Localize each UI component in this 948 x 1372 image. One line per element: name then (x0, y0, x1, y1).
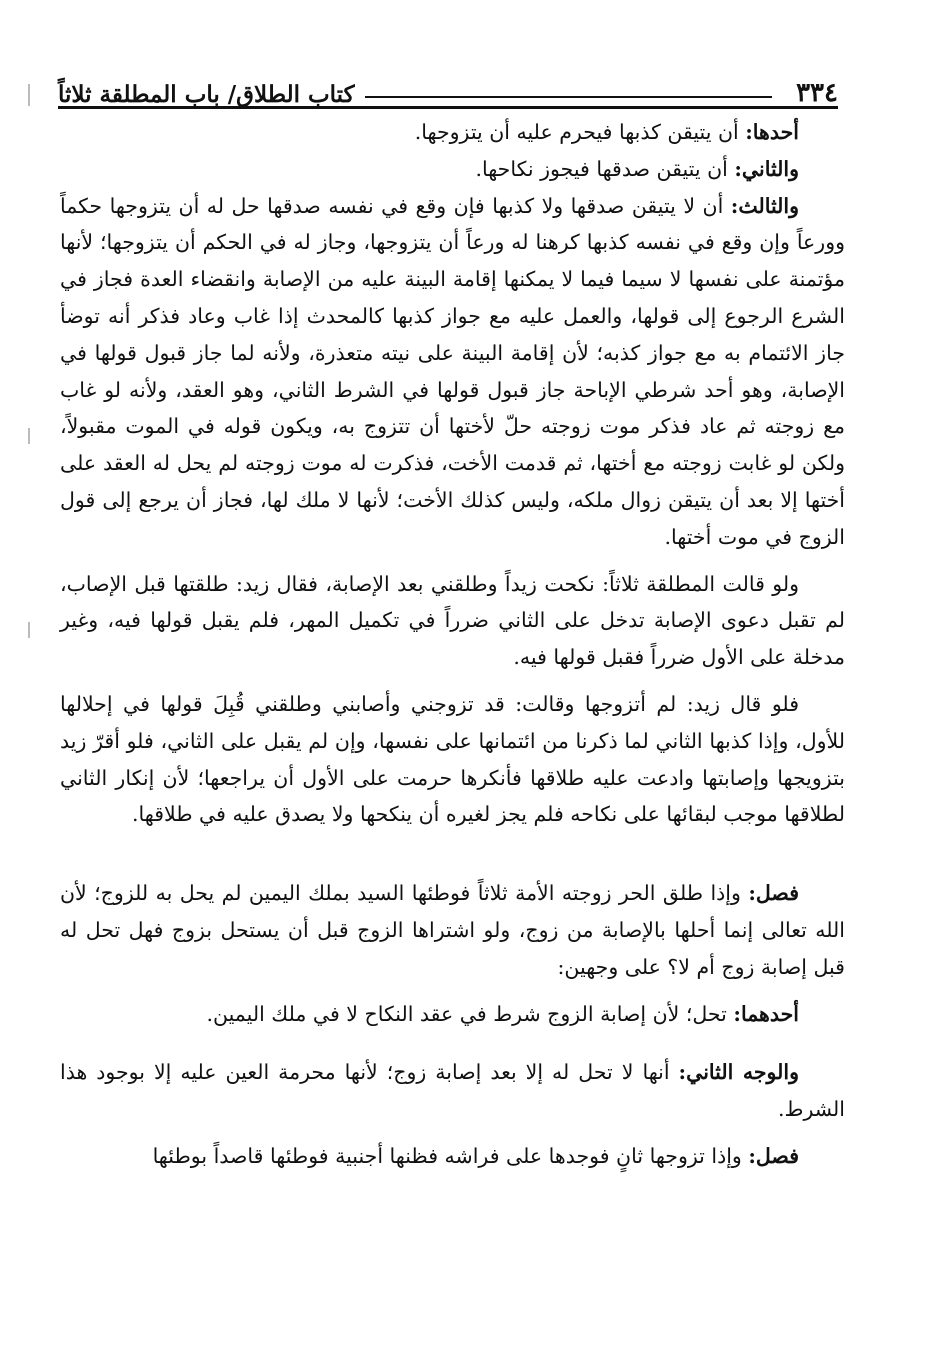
paragraph-text: ولو قالت المطلقة ثلاثاً: نكحت زيداً وطلقني بعد الإصابة، فقال زيد: طلقتها قبل الإصاب، لم تقبل دعوى الإصابة تدخل على الثاني ضرراً في تكميل المهر، فلم يقبل قولها فيه، وغير مدخلة على الأول ضرراً فقبل قولها فيه. (60, 571, 845, 670)
section-lead: فصل: (748, 881, 799, 906)
paragraph-lead: أحدهما: (733, 1001, 799, 1026)
paragraph-lead: أحدها: (745, 120, 799, 144)
paragraph-text: وإذا طلق الحر زوجته الأمة ثلاثاً فوطئها السيد بملك اليمين لم يحل به للزوج؛ لأن الله تعالى إنما أحلها بالإصابة من زوج، ولو اشتراها الزوج قبل أن يستحل بزوج فهل تحل له قبل إصابة زوج أم لا؟ على وجهين: (60, 881, 845, 979)
margin-mark (28, 622, 30, 638)
margin-mark (28, 428, 30, 444)
paragraph (60, 188, 845, 556)
paragraph-text: تحل؛ لأن إصابة الزوج شرط في عقد النكاح لا في ملك اليمين. (206, 1001, 734, 1026)
paragraph (60, 114, 845, 151)
section-paragraph (60, 875, 845, 985)
paragraph-text: وإذا تزوجها ثانٍ فوجدها على فراشه فظنها أجنبية فوطئها قاصداً بوطئها (152, 1143, 749, 1168)
paragraph-text: فلو قال زيد: لم أتزوجها وقالت: قد تزوجني وأصابني وطلقني قُبِلَ قولها في إحلالها للأول، وإذا كذبها الثاني لما ذكرنا من ائتمانها على نفسها، وإن لم يقبل على الثاني، فلو أقرّ زيد بتزويجها وإصابتها وادعت عليه طلاقها فأنكرها حرمت على الأول أن يراجعها؛ لأن إنكار الثاني لطلاقها موجب لبقائها على نكاحه فلم يجز لغيره أن ينكحها ولا يصدق عليه في طلاقها. (60, 691, 845, 827)
running-title: كتاب الطلاق/ باب المطلقة ثلاثاً (58, 81, 355, 108)
body-text (60, 114, 845, 1175)
paragraph-lead: والثالث: (730, 193, 799, 218)
paragraph (60, 686, 845, 833)
margin-mark (28, 84, 30, 106)
section-lead: فصل: (748, 1143, 799, 1168)
paragraph (60, 1054, 845, 1128)
section-paragraph (60, 1138, 845, 1175)
paragraph (60, 151, 845, 188)
paragraph-text: أن لا يتيقن صدقها ولا كذبها فإن وقع في نفسه صدقها حل له أن يتزوجها حكماً وورعاً وإن وقع في نفسه كذبها كرهنا له ورعاً أن يتزوجها، وجاز له في الحكم أن يتزوجها؛ لأنها مؤتمنة على نفسها لا سيما فيما لا يمكنها إقامة البينة عليه من الإصابة وانقضاء العدة فجاز في الشرع الرجوع إلى قولها، والعمل عليه مع جواز كذبها كالمحدث إذا غاب وعاد فذكر أنه توضأ جاز الائتمام به مع جواز كذبه؛ لأن إقامة البينة على نيته متعذرة، ولأنه لما جاز قبول قولها في الإصابة، وهو أحد شرطي الإباحة جاز قبول قولها في الشرط الثاني، وهو العقد، ولأنه لو غاب مع زوجته ثم عاد فذكر موت زوجته حلّ لأختها أن تتزوج به، ويكون قوله في الموت مقبولاً، ولكن لو غابت زوجته مع أختها، ثم قدمت الأخت، فذكرت له موت زوجته لم يحل له العقد على أختها إلا بعد أن يتيقن زوال ملكه، وليس كذلك الأخت؛ لأنها لا ملك لها، فجاز أن يرجع إلى قول الزوج في موت أختها. (60, 193, 845, 549)
paragraph-text: أن يتيقن كذبها فيحرم عليه أن يتزوجها. (414, 120, 746, 144)
page-header (58, 66, 838, 109)
page-number: ٣٣٤ (796, 78, 838, 108)
paragraph (60, 996, 845, 1033)
paragraph-lead: والثاني: (734, 156, 799, 181)
paragraph (60, 566, 845, 676)
paragraph-lead: والوجه الثاني: (678, 1060, 799, 1085)
paragraph-text: أنها لا تحل له إلا بعد إصابة زوج؛ لأنها محرمة العين عليه إلا بوجود هذا الشرط. (60, 1060, 845, 1122)
header-rule (365, 82, 773, 98)
paragraph-text: أن يتيقن صدقها فيجوز نكاحها. (475, 156, 735, 181)
